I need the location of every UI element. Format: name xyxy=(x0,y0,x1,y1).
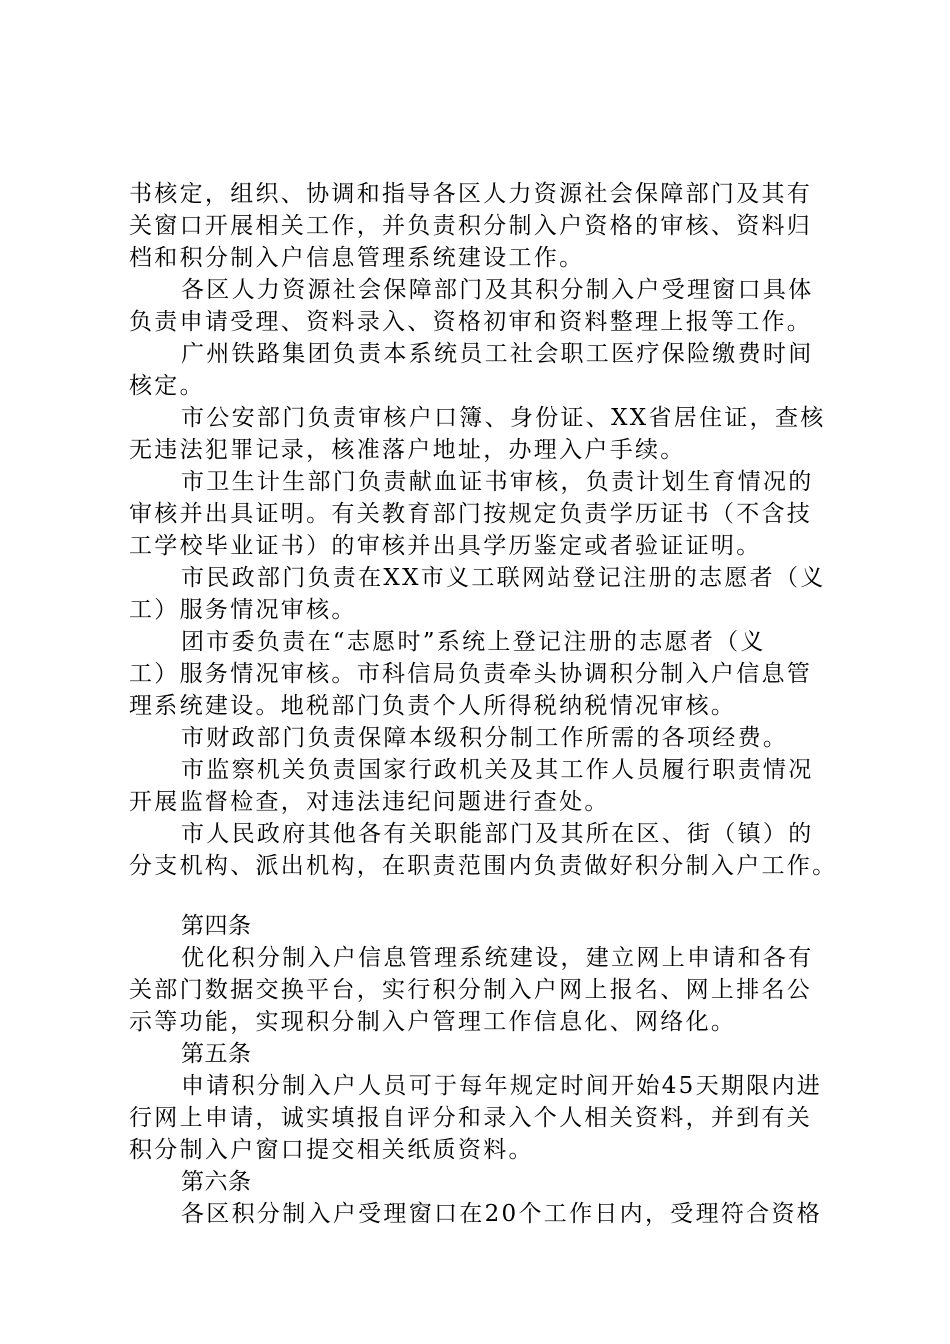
text-line: 团市委负责在“志愿时”系统上登记注册的志愿者（义 xyxy=(181,629,766,655)
text-line: 市监察机关负责国家行政机关及其工作人员履行职责情况 xyxy=(181,757,814,783)
article-heading: 第五条 xyxy=(181,1041,252,1067)
text-line: 积分制入户窗口提交相关纸质资料。 xyxy=(129,1137,534,1163)
text-line: 审核并出具证明。有关教育部门按规定负责学历证书（不含技 xyxy=(129,501,813,527)
text-line: 工）服务情况审核。市科信局负责牵头协调积分制入户信息管 xyxy=(129,661,813,687)
text-line: 工学校毕业证书）的审核并出具学历鉴定或者验证证明。 xyxy=(129,533,762,559)
text-line: 负责申请受理、资料录入、资格初审和资料整理上报等工作。 xyxy=(129,309,813,335)
article-heading: 第六条 xyxy=(181,1169,252,1195)
text-line: 广州铁路集团负责本系统员工社会职工医疗保险缴费时间 xyxy=(181,341,814,367)
text-line: 关窗口开展相关工作，并负责积分制入户资格的审核、资料归 xyxy=(129,213,813,239)
text-line: 市人民政府其他各有关职能部门及其所在区、街（镇）的 xyxy=(181,821,814,847)
text-line: 市民政部门负责在XX市义工联网站登记注册的志愿者（义 xyxy=(181,565,826,591)
text-line: 各区人力资源社会保障部门及其积分制入户受理窗口具体 xyxy=(181,277,814,303)
text-line: 理系统建设。地税部门负责个人所得税纳税情况审核。 xyxy=(129,693,737,719)
text-line: 市卫生计生部门负责献血证书审核，负责计划生育情况的 xyxy=(181,469,814,495)
text-line: 书核定，组织、协调和指导各区人力资源社会保障部门及其有 xyxy=(129,181,813,207)
text-line: 申请积分制入户人员可于每年规定时间开始45天期限内进 xyxy=(181,1073,823,1099)
text-line: 无违法犯罪记录，核准落户地址，办理入户手续。 xyxy=(129,437,686,463)
article-heading: 第四条 xyxy=(181,913,252,939)
text-line: 示等功能，实现积分制入户管理工作信息化、网络化。 xyxy=(129,1009,737,1035)
text-line: 档和积分制入户信息管理系统建设工作。 xyxy=(129,245,585,271)
text-line: 核定。 xyxy=(129,373,205,399)
text-line: 开展监督检查，对违法违纪问题进行查处。 xyxy=(129,789,610,815)
text-line: 工）服务情况审核。 xyxy=(129,597,357,623)
text-line: 市财政部门负责保障本级积分制工作所需的各项经费。 xyxy=(181,725,789,751)
text-line: 关部门数据交换平台，实行积分制入户网上报名、网上排名公 xyxy=(129,977,813,1003)
text-line: 分支机构、派出机构，在职责范围内负责做好积分制入户工作。 xyxy=(129,853,838,879)
text-line: 市公安部门负责审核户口簿、身份证、XX省居住证，查核 xyxy=(181,405,826,431)
text-line: 行网上申请，诚实填报自评分和录入个人相关资料，并到有关 xyxy=(129,1105,813,1131)
text-line: 优化积分制入户信息管理系统建设，建立网上申请和各有 xyxy=(181,945,814,971)
text-line: 各区积分制入户受理窗口在20个工作日内，受理符合资格 xyxy=(181,1201,823,1227)
